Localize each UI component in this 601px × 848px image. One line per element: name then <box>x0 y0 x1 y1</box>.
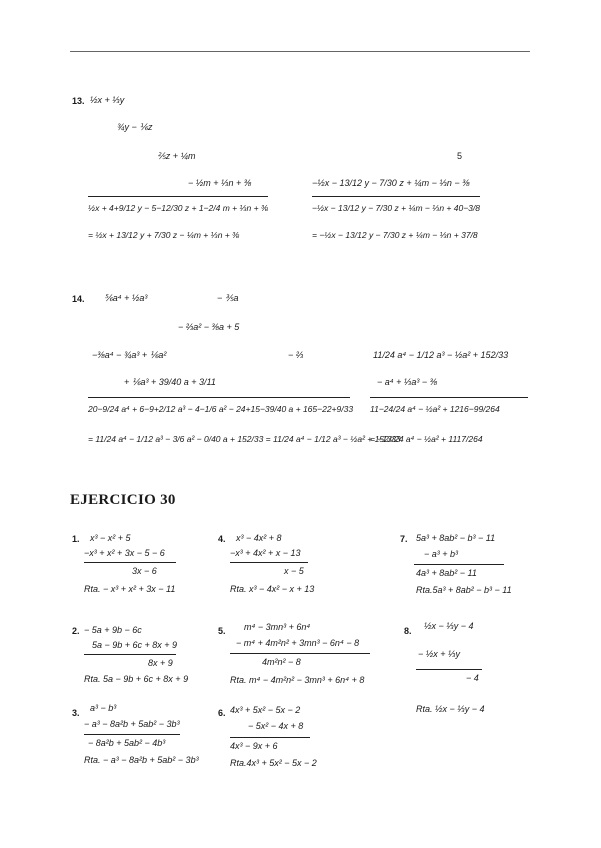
ej30-4-sum: x − 5 <box>284 566 304 576</box>
ex13-line-4: 5 <box>457 151 463 161</box>
ex14-result-right: = −13/24 a⁴ − ½a² + 1117/264 <box>370 434 483 444</box>
ex13-line-5: − ½m + ⅓n + ⅜ <box>188 178 252 188</box>
ej30-3-number: 3. <box>72 708 80 718</box>
ej30-7-line-2: − a³ + b³ <box>424 549 459 559</box>
ej30-4-rule <box>230 562 308 563</box>
ej30-1-line-1: x³ − x² + 5 <box>90 533 131 543</box>
ex13-result-right: = −½x − 13/12 y − 7/30 z + ¼m − ⅓n + 37/8 <box>312 230 478 240</box>
ej30-8-line-1: ½x − ⅓y − 4 <box>424 621 474 631</box>
ej30-5-rule <box>230 653 370 654</box>
ex13-line-6: −½x − 13/12 y − 7/30 z + ¼m − ⅓n − ⅜ <box>312 178 470 188</box>
ex13-sum-rule-left <box>88 196 268 197</box>
ej30-8-line-2: − ½x + ⅓y <box>418 649 461 659</box>
ej30-6-line-2: − 5x² − 4x + 8 <box>248 721 304 731</box>
ej30-2-line-2: 5a − 9b + 6c + 8x + 9 <box>92 640 178 650</box>
ex14-line-7: + ⅙a³ + 39/40 a + 3/11 <box>124 377 216 387</box>
ej30-5-number: 5. <box>218 626 226 636</box>
ej30-3-sum: − 8a²b + 5ab² − 4b³ <box>88 738 166 748</box>
ex14-sum-right: 11−24/24 a⁴ − ½a² + 1216−99/264 <box>370 404 500 414</box>
ej30-4-rta: Rta. x³ − 4x² − x + 13 <box>230 584 315 594</box>
ex14-sum-rule-left <box>88 397 350 398</box>
ej30-6-line-1: 4x³ + 5x² − 5x − 2 <box>230 705 301 715</box>
ej30-3-line-2: − a³ − 8a²b + 5ab² − 3b³ <box>84 719 180 729</box>
ej30-4-line-2: −x³ + 4x² + x − 13 <box>230 548 301 558</box>
ej30-2-line-1: − 5a + 9b − 6c <box>84 625 142 635</box>
ex13-line-3: ⅖z + ¼m <box>157 151 196 161</box>
ej30-6-rta: Rta.4x³ + 5x² − 5x − 2 <box>230 758 317 768</box>
section-heading: EJERCICIO 30 <box>70 492 176 508</box>
ej30-1-line-2: −x³ + x² + 3x − 5 − 6 <box>84 548 165 558</box>
ej30-5-rta: Rta. m⁴ − 4m²n² − 3mn³ + 6n⁴ + 8 <box>230 675 365 685</box>
ex14-line-4: −⅜a⁴ − ¾a³ + ⅙a² <box>92 350 167 360</box>
ex13-number: 13. <box>72 96 85 106</box>
ej30-5-line-1: m⁴ − 3mn³ + 6n⁴ <box>244 622 311 632</box>
ex14-line-8: − a⁴ + ⅓a³ − ⅜ <box>377 377 438 387</box>
ej30-4-number: 4. <box>218 534 226 544</box>
ej30-6-number: 6. <box>218 708 226 718</box>
ex13-sum-right: −½x − 13/12 y − 7/30 z + ¼m − ⅓n + 40−3/8 <box>312 203 480 213</box>
ej30-7-number: 7. <box>400 534 408 544</box>
ej30-5-sum: 4m²n² − 8 <box>262 657 301 667</box>
ex14-number: 14. <box>72 294 85 304</box>
ex13-sum-rule-right <box>312 196 480 197</box>
ej30-1-number: 1. <box>72 534 80 544</box>
ex13-line-2: ¾y − ⅙z <box>117 122 153 132</box>
ex14-line-6: 11/24 a⁴ − 1/12 a³ − ½a² + 152/33 <box>373 350 509 360</box>
ej30-7-line-1: 5a³ + 8ab² − b³ − 11 <box>416 533 496 543</box>
ej30-2-number: 2. <box>72 626 80 636</box>
ej30-3-rta: Rta. − a³ − 8a²b + 5ab² − 3b³ <box>84 755 199 765</box>
ej30-6-rule <box>230 737 310 738</box>
top-rule <box>70 51 530 52</box>
ex14-sum-rule-right <box>370 397 528 398</box>
ej30-8-number: 8. <box>404 626 412 636</box>
ex13-result-left: = ½x + 13/12 y + 7/30 z − ¼m + ⅓n + ⅜ <box>88 230 240 240</box>
ej30-6-sum: 4x³ − 9x + 6 <box>230 741 278 751</box>
ej30-8-rule <box>416 669 482 670</box>
ej30-1-sum: 3x − 6 <box>132 566 157 576</box>
ex14-line-2: − ⅗a <box>217 293 239 303</box>
ej30-7-sum: 4a³ + 8ab² − 11 <box>416 568 477 578</box>
ej30-4-line-1: x³ − 4x² + 8 <box>236 533 282 543</box>
ej30-5-line-2: − m⁴ + 4m²n² + 3mn³ − 6n⁴ − 8 <box>236 638 360 648</box>
ej30-7-rta: Rta.5a³ + 8ab² − b³ − 11 <box>416 585 512 595</box>
ej30-1-rta: Rta. − x³ + x² + 3x − 11 <box>84 584 176 594</box>
ej30-7-rule <box>414 564 504 565</box>
ej30-8-rta: Rta. ½x − ⅓y − 4 <box>416 704 485 714</box>
ex14-result-left: = 11/24 a⁴ − 1/12 a³ − 3/6 a² − 0/40 a + 152/33 = 11/24 a⁴ − 1/12 a³ − ½a² + 152/33 <box>88 434 401 444</box>
ej30-2-sum: 8x + 9 <box>148 658 173 668</box>
ex14-line-1: ⅚a⁴ + ½a³ <box>104 293 148 303</box>
ej30-2-rta: Rta. 5a − 9b + 6c + 8x + 9 <box>84 674 189 684</box>
ex14-line-5: − ⅔ <box>288 350 304 360</box>
ex14-sum-left: 20−9/24 a⁴ + 6−9+2/12 a³ − 4−1/6 a² − 24+15−39/40 a + 165−22+9/33 <box>88 404 354 414</box>
ex13-sum-left: ½x + 4+9/12 y − 5−12/30 z + 1−2/4 m + ⅓n + ⅜ <box>88 203 269 213</box>
ex14-line-3: − ⅔a² − ⅜a + 5 <box>178 322 240 332</box>
ej30-3-rule <box>84 734 180 735</box>
ej30-2-rule <box>84 654 176 655</box>
ex13-line-1: ½x + ⅓y <box>90 95 125 105</box>
ej30-3-line-1: a³ − b³ <box>90 703 117 713</box>
ej30-1-rule <box>84 562 176 563</box>
ej30-8-sum: − 4 <box>466 673 479 683</box>
